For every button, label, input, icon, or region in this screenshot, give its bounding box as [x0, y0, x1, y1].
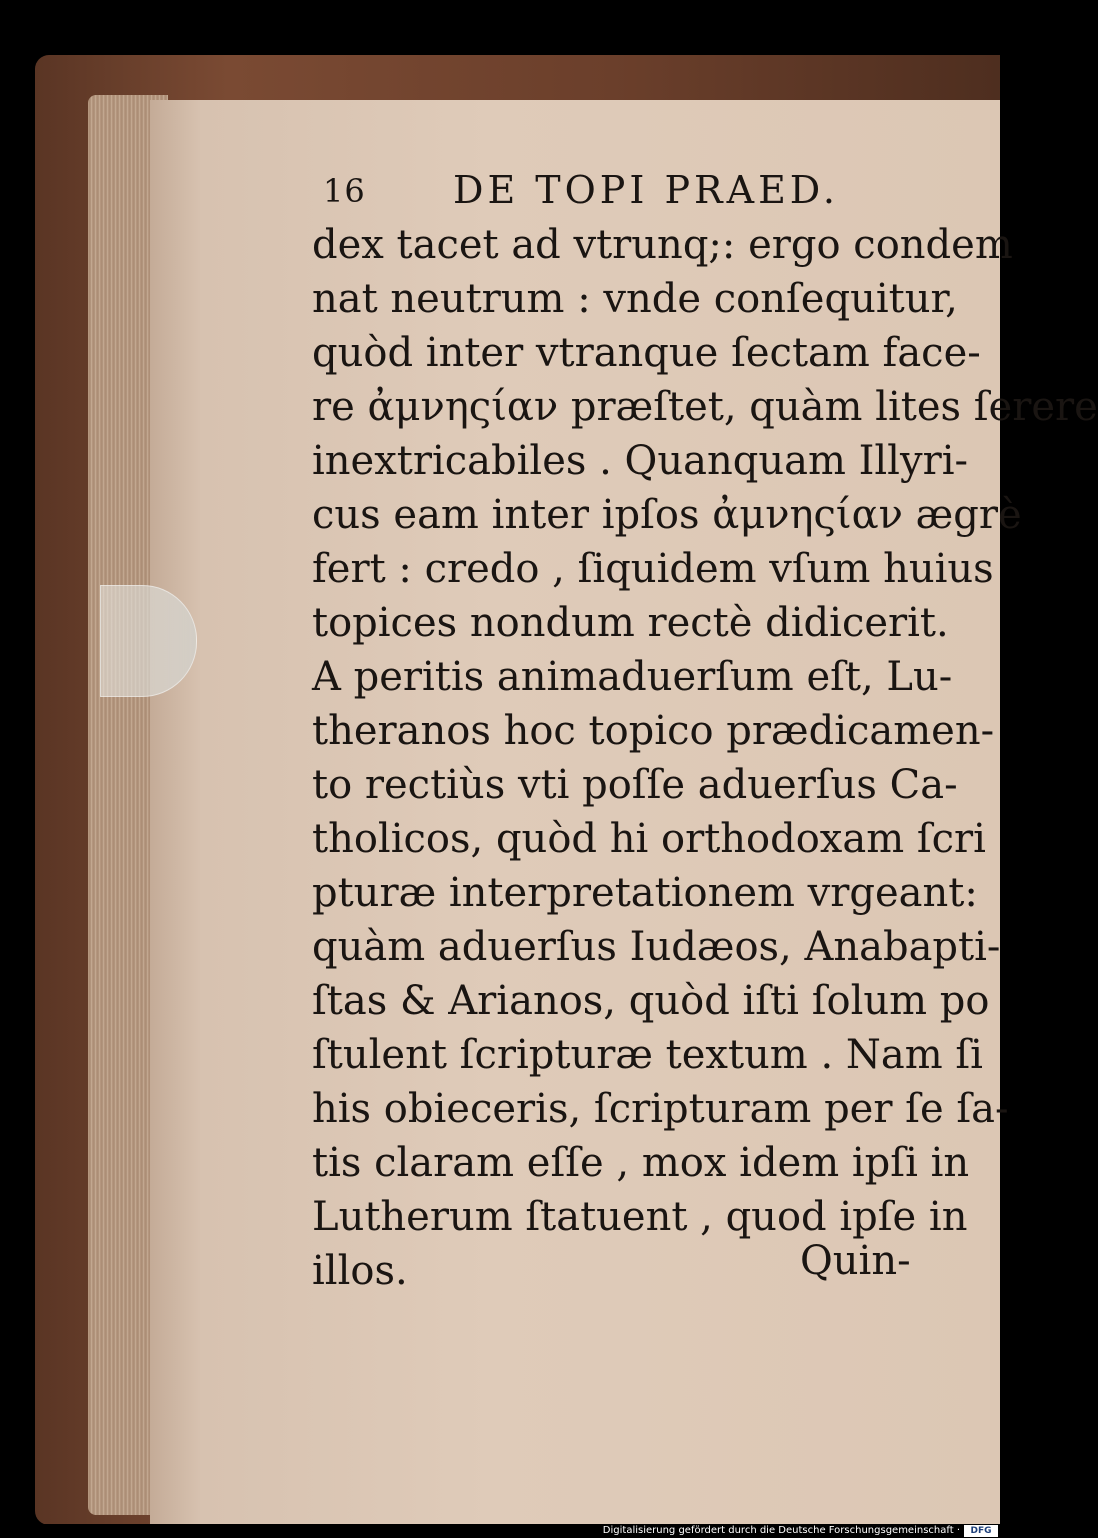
- text-line: dex tacet ad vtrunq;: ergo condem: [312, 222, 1013, 268]
- text-line: tholicos, quòd hi orthodoxam ſcri: [312, 816, 986, 862]
- footer-credit: Digitalisierung gefördert durch die Deutsche Forschungsgemeinschaft ·: [602, 1525, 960, 1536]
- page-number: 16: [323, 172, 366, 210]
- text-block: [312, 218, 1098, 1298]
- text-line: to rectiùs vti poſſe aduerſus Ca-: [312, 762, 958, 808]
- page-header: [323, 160, 923, 220]
- footer-bar: [0, 1524, 1000, 1538]
- catchword: Quin-: [800, 1238, 911, 1284]
- text-line: illos.: [312, 1248, 408, 1294]
- text-line: inextricabiles . Quanquam Illyri-: [312, 438, 968, 484]
- text-line: Lutherum ſtatuent , quod ipſe in: [312, 1194, 968, 1240]
- text-line: tis claram eſſe , mox idem ipſi in: [312, 1140, 970, 1186]
- text-line: his obieceris, ſcripturam per ſe ſa-: [312, 1086, 1009, 1132]
- text-line: quàm aduerſus Iudæos, Anabapti-: [312, 924, 1001, 970]
- running-head: DE TOPI PRAED.: [453, 168, 839, 212]
- text-line: theranos hoc topico prædicamen-: [312, 708, 995, 754]
- text-line: fert : credo , ſiquidem vſum huius: [312, 546, 994, 592]
- text-line: ſtulent ſcripturæ textum . Nam ſi: [312, 1032, 983, 1078]
- text-line: cus eam inter ipſos ἀμνηςίαν ægrè: [312, 492, 1022, 538]
- text-line: nat neutrum : vnde conſequitur,: [312, 276, 958, 322]
- text-line: pturæ interpretationem vrgeant:: [312, 870, 978, 916]
- text-line: A peritis animaduerſum eſt, Lu-: [312, 654, 953, 700]
- text-line: topices nondum rectè didicerit.: [312, 600, 949, 646]
- text-line: ſtas & Arianos, quòd iſti ſolum po: [312, 978, 990, 1024]
- text-line: re ἀμνηςίαν præſtet, quàm lites ſerere: [312, 384, 1098, 430]
- text-line: quòd inter vtranque ſectam face-: [312, 330, 981, 376]
- dfg-logo-icon[interactable]: DFG: [964, 1525, 998, 1537]
